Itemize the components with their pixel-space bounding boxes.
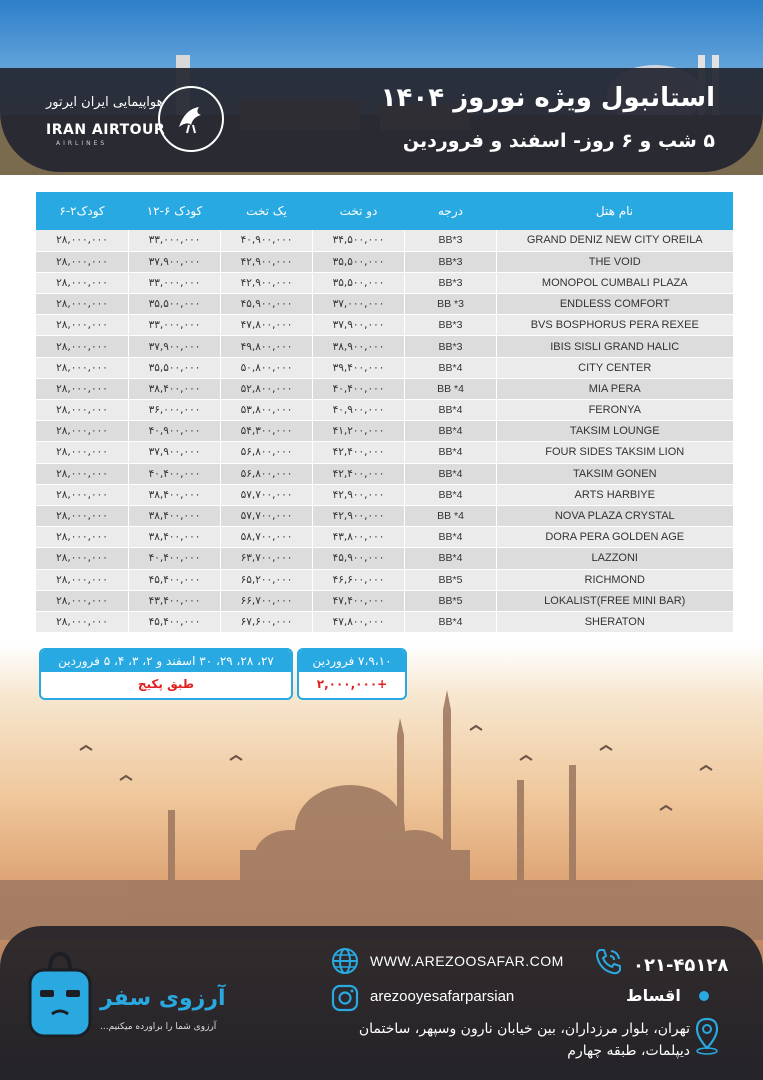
hotel-name: DORA PERA GOLDEN AGE <box>497 527 733 548</box>
price-child-2-6: ۲۸,۰۰۰,۰۰۰ <box>36 421 129 442</box>
price-child-2-6: ۲۸,۰۰۰,۰۰۰ <box>36 527 129 548</box>
price-double: ۳۵,۵۰۰,۰۰۰ <box>313 272 405 293</box>
table-row <box>36 294 733 315</box>
price-single: ۵۷,۷۰۰,۰۰۰ <box>221 484 313 505</box>
date-box-esfand-price: طبق پکیج <box>137 677 195 691</box>
header-single: یک تخت <box>221 192 313 230</box>
hotel-name: IBIS SISLI GRAND HALIC <box>497 336 733 357</box>
hotel-name: MIA PERA <box>497 378 733 399</box>
price-double: ۳۹,۴۰۰,۰۰۰ <box>313 357 405 378</box>
price-child-2-6: ۲۸,۰۰۰,۰۰۰ <box>36 272 129 293</box>
hotel-grade: 5*BB <box>405 590 497 611</box>
hotel-grade: 3*BB <box>405 336 497 357</box>
mosque-silhouette <box>0 690 763 940</box>
price-child-6-12: ۴۰,۹۰۰,۰۰۰ <box>129 421 221 442</box>
table-row <box>36 357 733 378</box>
price-double: ۴۳,۸۰۰,۰۰۰ <box>313 527 405 548</box>
date-box-farvardin <box>297 648 407 700</box>
hotel-grade: 3* BB <box>405 294 497 315</box>
hotel-grade: 4*BB <box>405 463 497 484</box>
table-row <box>36 251 733 272</box>
price-child-2-6: ۲۸,۰۰۰,۰۰۰ <box>36 251 129 272</box>
price-child-2-6: ۲۸,۰۰۰,۰۰۰ <box>36 484 129 505</box>
price-double: ۴۲,۹۰۰,۰۰۰ <box>313 484 405 505</box>
hotel-grade: 4*BB <box>405 484 497 505</box>
price-child-6-12: ۴۵,۴۰۰,۰۰۰ <box>129 569 221 590</box>
price-single: ۵۸,۷۰۰,۰۰۰ <box>221 527 313 548</box>
hotel-name: FOUR SIDES TAKSIM LION <box>497 442 733 463</box>
table-row <box>36 611 733 632</box>
price-double: ۴۰,۴۰۰,۰۰۰ <box>313 378 405 399</box>
hotel-name: SHERATON <box>497 611 733 632</box>
hotel-name: TAKSIM GONEN <box>497 463 733 484</box>
price-child-2-6: ۲۸,۰۰۰,۰۰۰ <box>36 357 129 378</box>
hotel-grade: 4*BB <box>405 548 497 569</box>
table-row <box>36 336 733 357</box>
hotel-grade: 4*BB <box>405 400 497 421</box>
table-row <box>36 315 733 336</box>
hotel-grade: 4*BB <box>405 421 497 442</box>
price-child-6-12: ۳۸,۴۰۰,۰۰۰ <box>129 484 221 505</box>
location-pin-icon <box>692 1016 722 1056</box>
instagram-handle[interactable]: arezooyesafarparsian <box>370 988 515 1005</box>
price-double: ۴۱,۲۰۰,۰۰۰ <box>313 421 405 442</box>
hotel-name: LOKALIST(FREE MINI BAR) <box>497 590 733 611</box>
price-single: ۵۲,۸۰۰,۰۰۰ <box>221 378 313 399</box>
winged-horse-icon <box>171 99 211 139</box>
globe-icon <box>330 946 360 976</box>
price-child-6-12: ۳۸,۴۰۰,۰۰۰ <box>129 527 221 548</box>
hotel-name: MONOPOL CUMBALI PLAZA <box>497 272 733 293</box>
price-child-2-6: ۲۸,۰۰۰,۰۰۰ <box>36 336 129 357</box>
price-single: ۵۴,۳۰۰,۰۰۰ <box>221 421 313 442</box>
airline-name-fa: هواپیمایی ایران ایرتور <box>46 95 164 110</box>
hotel-grade: 3*BB <box>405 315 497 336</box>
price-table <box>35 192 732 633</box>
price-child-6-12: ۴۵,۴۰۰,۰۰۰ <box>129 611 221 632</box>
price-double: ۴۲,۴۰۰,۰۰۰ <box>313 463 405 484</box>
price-double: ۳۵,۵۰۰,۰۰۰ <box>313 251 405 272</box>
bullet-dot-icon <box>698 990 710 1002</box>
hotel-grade: 4*BB <box>405 527 497 548</box>
price-child-2-6: ۲۸,۰۰۰,۰۰۰ <box>36 400 129 421</box>
price-double: ۴۰,۹۰۰,۰۰۰ <box>313 400 405 421</box>
airline-sub: AIRLINES <box>56 140 108 147</box>
hotel-grade: 5*BB <box>405 569 497 590</box>
price-single: ۴۰,۹۰۰,۰۰۰ <box>221 230 313 251</box>
price-child-6-12: ۳۳,۰۰۰,۰۰۰ <box>129 315 221 336</box>
price-double: ۳۷,۰۰۰,۰۰۰ <box>313 294 405 315</box>
price-child-6-12: ۳۳,۰۰۰,۰۰۰ <box>129 272 221 293</box>
installments-label: اقساط <box>626 986 681 1005</box>
price-double: ۳۷,۹۰۰,۰۰۰ <box>313 315 405 336</box>
price-single: ۴۲,۹۰۰,۰۰۰ <box>221 251 313 272</box>
hotel-name: BVS BOSPHORUS PERA REXEE <box>497 315 733 336</box>
agency-name: آرزوی سفر <box>100 986 226 1011</box>
hotel-name: TAKSIM LOUNGE <box>497 421 733 442</box>
table-row <box>36 378 733 399</box>
date-box-esfand <box>39 648 293 700</box>
table-row <box>36 272 733 293</box>
price-child-6-12: ۳۵,۵۰۰,۰۰۰ <box>129 294 221 315</box>
table-header-row <box>36 192 733 230</box>
date-box-esfand-dates: ۲۷، ۲۸، ۲۹، ۳۰ اسفند و ۲، ۳، ۴، ۵ فروردین <box>41 650 291 672</box>
hotel-grade: 3*BB <box>405 272 497 293</box>
hotel-name: ARTS HARBIYE <box>497 484 733 505</box>
price-child-6-12: ۳۷,۹۰۰,۰۰۰ <box>129 442 221 463</box>
table-row <box>36 569 733 590</box>
hotel-grade: 4* BB <box>405 378 497 399</box>
table-row <box>36 230 733 251</box>
phone-icon <box>592 946 624 978</box>
price-child-2-6: ۲۸,۰۰۰,۰۰۰ <box>36 590 129 611</box>
price-child-2-6: ۲۸,۰۰۰,۰۰۰ <box>36 315 129 336</box>
table-row <box>36 484 733 505</box>
price-single: ۴۹,۸۰۰,۰۰۰ <box>221 336 313 357</box>
hotel-name: THE VOID <box>497 251 733 272</box>
price-child-6-12: ۳۶,۰۰۰,۰۰۰ <box>129 400 221 421</box>
hotel-name: FERONYA <box>497 400 733 421</box>
hotel-name: NOVA PLAZA CRYSTAL <box>497 505 733 526</box>
header-hotel: نام هتل <box>497 192 733 230</box>
price-single: ۵۰,۸۰۰,۰۰۰ <box>221 357 313 378</box>
table-row <box>36 548 733 569</box>
price-double: ۳۴,۵۰۰,۰۰۰ <box>313 230 405 251</box>
price-single: ۶۳,۷۰۰,۰۰۰ <box>221 548 313 569</box>
price-single: ۶۵,۲۰۰,۰۰۰ <box>221 569 313 590</box>
price-single: ۵۳,۸۰۰,۰۰۰ <box>221 400 313 421</box>
price-child-6-12: ۴۰,۴۰۰,۰۰۰ <box>129 548 221 569</box>
table-row <box>36 421 733 442</box>
price-child-2-6: ۲۸,۰۰۰,۰۰۰ <box>36 378 129 399</box>
instagram-icon <box>330 983 360 1013</box>
price-double: ۴۷,۴۰۰,۰۰۰ <box>313 590 405 611</box>
price-child-2-6: ۲۸,۰۰۰,۰۰۰ <box>36 294 129 315</box>
price-double: ۴۲,۹۰۰,۰۰۰ <box>313 505 405 526</box>
price-child-6-12: ۳۳,۰۰۰,۰۰۰ <box>129 230 221 251</box>
table-row <box>36 400 733 421</box>
price-double: ۴۷,۸۰۰,۰۰۰ <box>313 611 405 632</box>
table-row <box>36 463 733 484</box>
price-double: ۴۶,۶۰۰,۰۰۰ <box>313 569 405 590</box>
price-single: ۴۵,۹۰۰,۰۰۰ <box>221 294 313 315</box>
price-child-6-12: ۳۸,۴۰۰,۰۰۰ <box>129 505 221 526</box>
hotel-name: CITY CENTER <box>497 357 733 378</box>
table-row <box>36 527 733 548</box>
price-child-6-12: ۳۷,۹۰۰,۰۰۰ <box>129 336 221 357</box>
hotel-name: GRAND DENIZ NEW CITY OREILA <box>497 230 733 251</box>
airline-name-en: IRAN AIRTOUR <box>46 122 166 138</box>
table-row <box>36 590 733 611</box>
price-child-6-12: ۴۳,۴۰۰,۰۰۰ <box>129 590 221 611</box>
hotel-grade: 4* BB <box>405 505 497 526</box>
date-box-farvardin-dates: ۷،۹،۱۰ فروردین <box>299 650 405 672</box>
airline-logo <box>158 86 224 152</box>
price-child-2-6: ۲۸,۰۰۰,۰۰۰ <box>36 230 129 251</box>
hotel-name: ENDLESS COMFORT <box>497 294 733 315</box>
price-single: ۶۷,۶۰۰,۰۰۰ <box>221 611 313 632</box>
price-double: ۳۸,۹۰۰,۰۰۰ <box>313 336 405 357</box>
price-child-6-12: ۴۰,۴۰۰,۰۰۰ <box>129 463 221 484</box>
price-double: ۴۲,۴۰۰,۰۰۰ <box>313 442 405 463</box>
header-grade: درجه <box>405 192 497 230</box>
price-single: ۴۲,۹۰۰,۰۰۰ <box>221 272 313 293</box>
website-link[interactable]: WWW.AREZOOSAFAR.COM <box>370 953 564 969</box>
price-child-2-6: ۲۸,۰۰۰,۰۰۰ <box>36 463 129 484</box>
price-child-2-6: ۲۸,۰۰۰,۰۰۰ <box>36 548 129 569</box>
price-child-2-6: ۲۸,۰۰۰,۰۰۰ <box>36 442 129 463</box>
price-double: ۴۵,۹۰۰,۰۰۰ <box>313 548 405 569</box>
date-box-farvardin-surcharge: +۲,۰۰۰,۰۰۰ <box>316 677 388 691</box>
header-child-2-6: کودک۲-۶ <box>36 192 129 230</box>
header-child-6-12: کودک ۶-۱۲ <box>129 192 221 230</box>
hotel-grade: 4*BB <box>405 611 497 632</box>
price-child-6-12: ۳۸,۴۰۰,۰۰۰ <box>129 378 221 399</box>
address-text: تهران، بلوار مرزداران، بین خیابان نارون وسپهر، ساختمان دیپلمات، طبقه چهارم <box>358 1021 690 1059</box>
price-single: ۵۶,۸۰۰,۰۰۰ <box>221 442 313 463</box>
agency-mascot-logo <box>24 944 96 1044</box>
table-row <box>36 442 733 463</box>
price-single: ۶۶,۷۰۰,۰۰۰ <box>221 590 313 611</box>
price-child-2-6: ۲۸,۰۰۰,۰۰۰ <box>36 611 129 632</box>
price-single: ۵۷,۷۰۰,۰۰۰ <box>221 505 313 526</box>
price-child-2-6: ۲۸,۰۰۰,۰۰۰ <box>36 569 129 590</box>
hotel-name: LAZZONI <box>497 548 733 569</box>
price-child-2-6: ۲۸,۰۰۰,۰۰۰ <box>36 505 129 526</box>
page-title: استانبول ویژه نوروز ۱۴۰۴ <box>380 83 715 113</box>
hotel-grade: 3*BB <box>405 251 497 272</box>
price-child-6-12: ۳۵,۵۰۰,۰۰۰ <box>129 357 221 378</box>
hotel-grade: 3*BB <box>405 230 497 251</box>
price-single: ۵۶,۸۰۰,۰۰۰ <box>221 463 313 484</box>
hotel-grade: 4*BB <box>405 357 497 378</box>
price-single: ۴۷,۸۰۰,۰۰۰ <box>221 315 313 336</box>
page-subtitle: ۵ شب و ۶ روز- اسفند و فروردین <box>402 130 715 152</box>
hotel-name: RICHMOND <box>497 569 733 590</box>
header-double: دو تخت <box>313 192 405 230</box>
table-row <box>36 505 733 526</box>
phone-number[interactable]: ۰۲۱-۴۵۱۲۸ <box>633 955 729 976</box>
agency-tagline: آرزوی شما را براورده میکنیم... <box>100 1022 217 1032</box>
hotel-grade: 4*BB <box>405 442 497 463</box>
price-child-6-12: ۳۷,۹۰۰,۰۰۰ <box>129 251 221 272</box>
